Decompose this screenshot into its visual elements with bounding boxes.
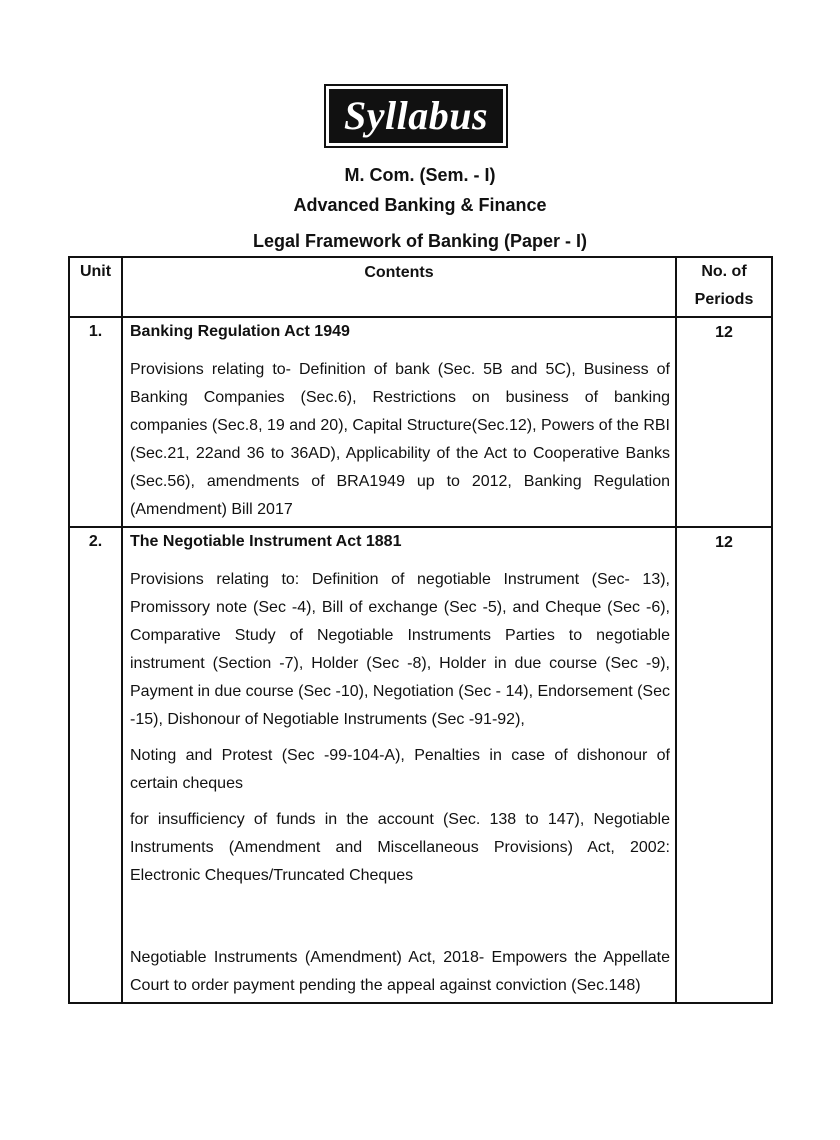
subject-heading: Advanced Banking & Finance [293, 195, 547, 215]
unit-paragraph: Negotiable Instruments (Amendment) Act, 2018- Empowers the Appellate Court to order payment pending the appeal against conviction (Sec.148) [130, 949, 670, 994]
syllabus-title: Syllabus [329, 89, 503, 143]
unit-periods: 12 [676, 527, 772, 1003]
unit-title: Banking Regulation Act 1949 [130, 323, 350, 340]
unit-column-header: Unit [69, 257, 122, 317]
unit-number: 2. [69, 527, 122, 1003]
course-heading: M. Com. (Sem. - I) [344, 165, 496, 185]
unit-contents [122, 317, 676, 527]
table-header-row [69, 257, 772, 317]
table-row [69, 317, 772, 527]
paper-heading: Legal Framework of Banking (Paper - I) [252, 231, 588, 251]
periods-header-line1: No. of [701, 263, 747, 280]
table-row [69, 527, 772, 1003]
periods-header-line2: Periods [694, 291, 754, 308]
unit-contents [122, 527, 676, 1003]
unit-periods: 12 [676, 317, 772, 527]
periods-column-header [676, 257, 772, 317]
contents-column-header: Contents [122, 257, 676, 317]
unit-paragraph: for insufficiency of funds in the account (Sec. 138 to 147), Negotiable Instruments (Amendment and Miscellaneous Provisions) Act, 2002: Electronic Cheques/Truncated Cheques [130, 811, 670, 884]
unit-number: 1. [69, 317, 122, 527]
syllabus-table [68, 256, 773, 1004]
syllabus-banner [324, 84, 508, 148]
unit-paragraph: Noting and Protest (Sec -99-104-A), Penalties in case of dishonour of certain cheques [130, 747, 670, 792]
unit-paragraph: Provisions relating to: Definition of negotiable Instrument (Sec- 13), Promissory note (Sec -4), Bill of exchange (Sec -5), and Cheque (Sec -6), Comparative Study of Negotiable Instruments Parties to negotiable instrument (Section -7), Holder (Sec -8), Holder in due course (Sec -9), Payment in due course (Sec -10), Negotiation (Sec - 14), Endorsement (Sec -15), Dishonour of Negotiable Instruments (Sec -91-92), [130, 571, 670, 728]
unit-paragraph: Provisions relating to- Definition of bank (Sec. 5B and 5C), Business of Banking Companies (Sec.6), Restrictions on business of banking companies (Sec.8, 19 and 20), Capital Structure(Sec.12), Powers of the RBI (Sec.21, 22and 36 to 36AD), Applicability of the Act to Cooperative Banks (Sec.56), amendments of BRA1949 up to 2012, Banking Regulation (Amendment) Bill 2017 [130, 361, 670, 518]
unit-title: The Negotiable Instrument Act 1881 [130, 533, 402, 550]
